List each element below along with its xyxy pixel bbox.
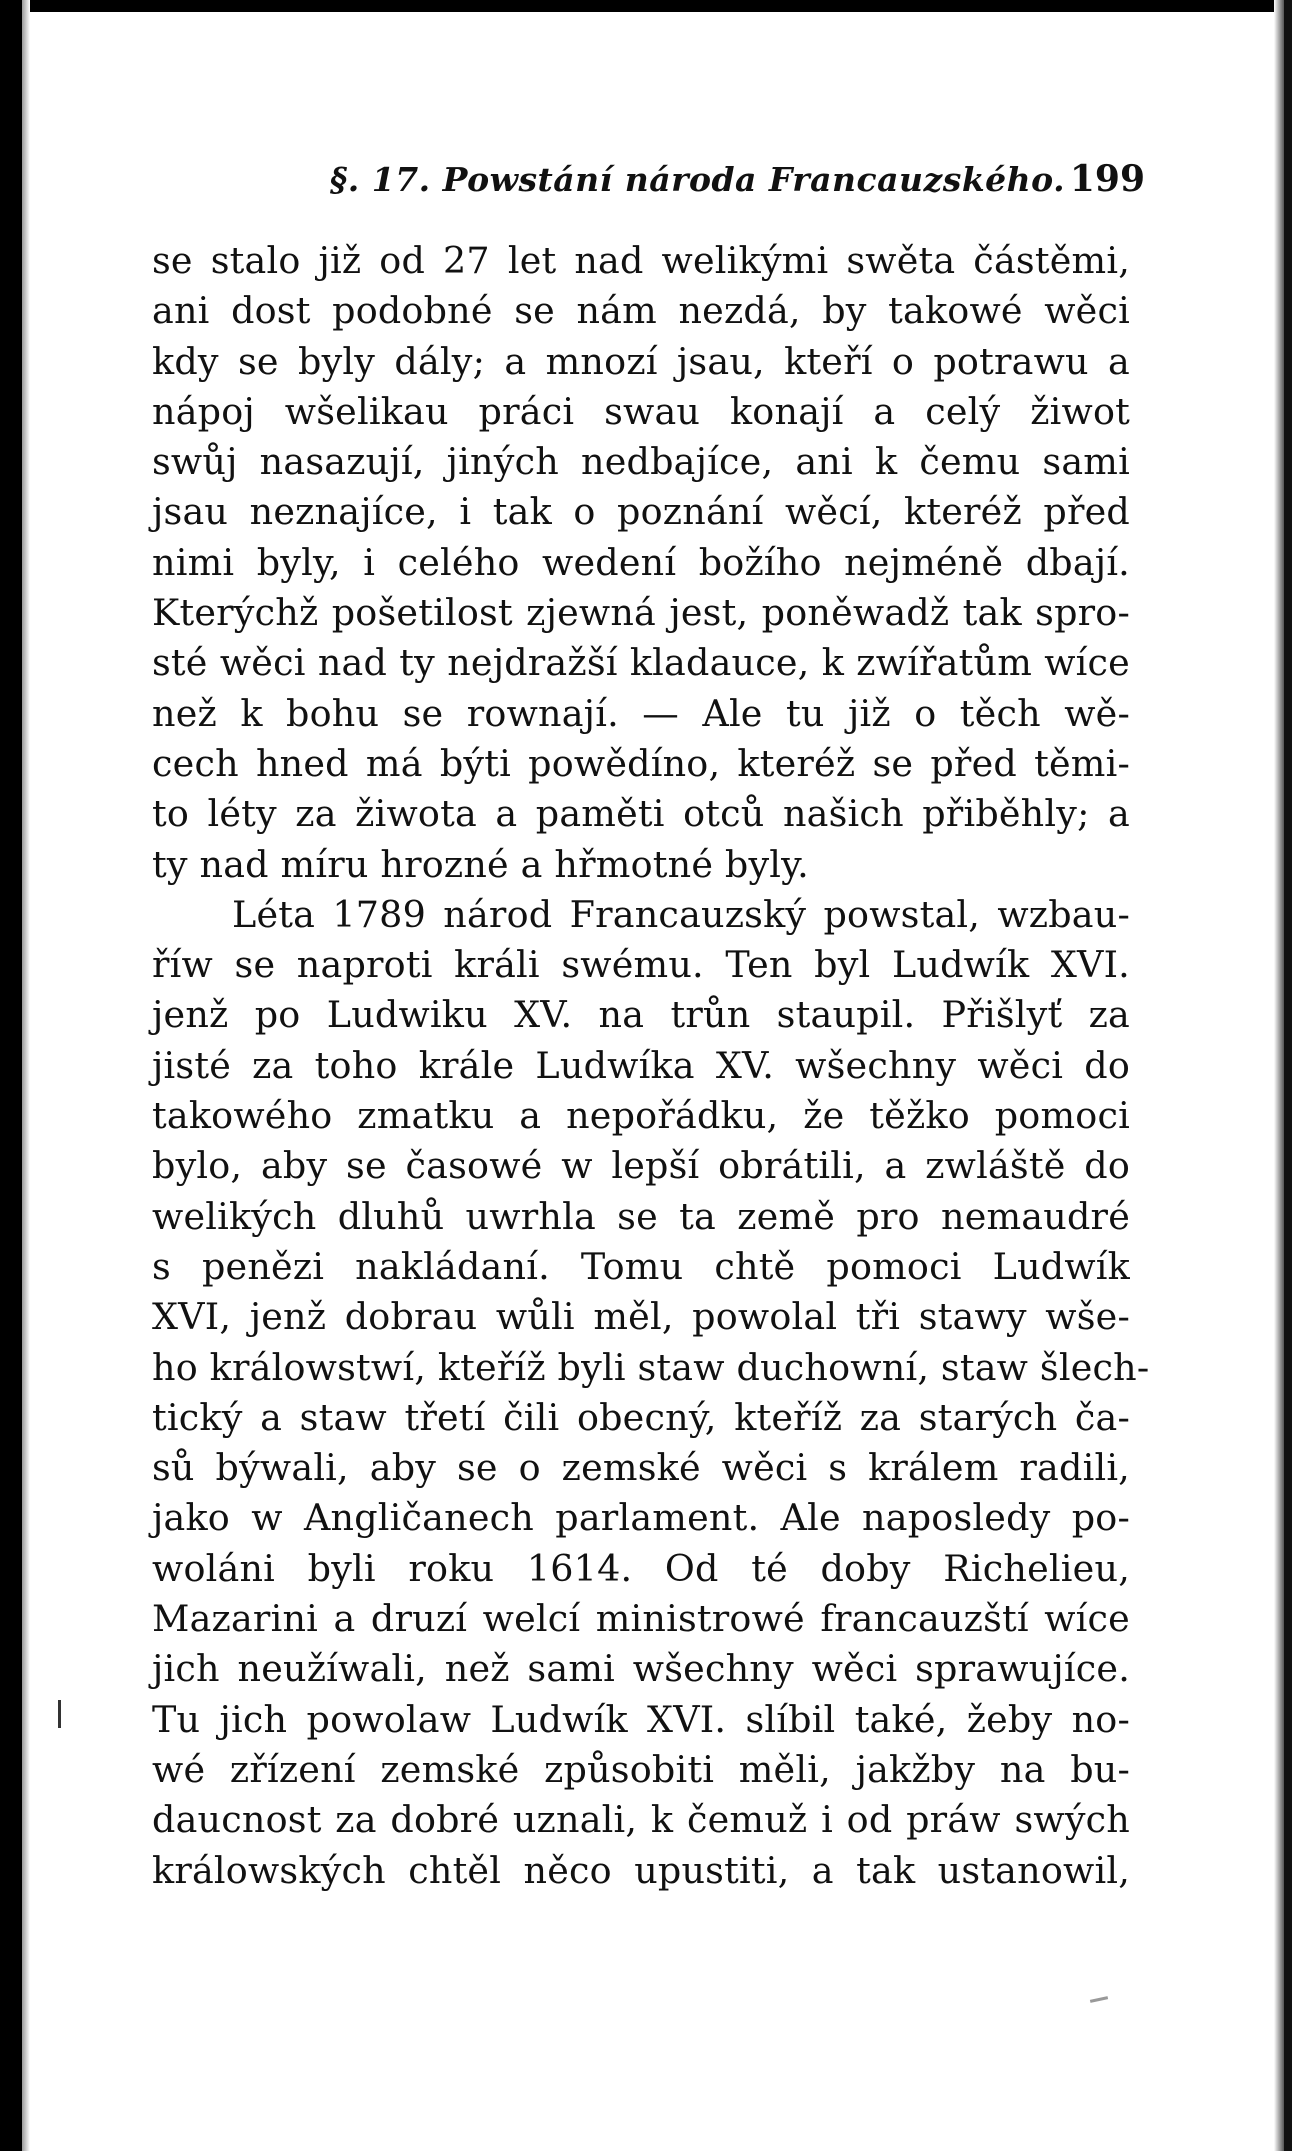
scan-border-right	[1284, 0, 1292, 2151]
text-line: ho králowstwí, kteříž byli staw duchowní, staw šlech-	[152, 1345, 1150, 1389]
text-line: cech hned má býti powědíno, kteréž se před těmi-	[152, 741, 1130, 785]
text-line: říw se naproti králi swému. Ten byl Ludwík XVI.	[152, 943, 1130, 987]
text-line: Mazarini a druzí welcí ministrowé francauzští wíce	[152, 1597, 1130, 1641]
scan-border-top	[0, 0, 1292, 12]
running-title: §. 17. Powstání národa Francauzského.	[330, 160, 1066, 199]
body-text	[152, 236, 1150, 1896]
text-line: to léty za žiwota a paměti otců našich přiběhly; a	[152, 792, 1130, 836]
page-edge-shadow	[1274, 0, 1284, 2151]
text-line: sů býwali, aby se o zemské wěci s králem radili,	[152, 1446, 1130, 1490]
text-line: Tu jich powolaw Ludwík XVI. slíbil také, žeby no-	[152, 1697, 1130, 1741]
text-line: woláni byli roku 1614. Od té doby Richelieu,	[152, 1546, 1130, 1590]
page-gutter-shadow	[22, 0, 30, 2151]
text-line: nimi byly, i celého wedení božího nejméně dbají.	[152, 540, 1130, 584]
text-line: nápoj wšelikau práci swau konají a celý žiwot	[152, 389, 1130, 433]
text-line: ani dost podobné se nám nezdá, by takowé wěci	[152, 289, 1130, 333]
page-number: 199	[1069, 158, 1145, 200]
text-line: Léta 1789 národ Francauzský powstal, wzbau-	[232, 892, 1130, 936]
text-line: tický a staw třetí čili obecný, kteříž za starých ča-	[152, 1395, 1130, 1439]
text-line: sté wěci nad ty nejdražší kladauce, k zwířatům wíce	[152, 641, 1130, 685]
text-line: jisté za toho krále Ludwíka XV. wšechny wěci do	[152, 1043, 1130, 1087]
text-line: ty nad míru hrozné a hřmotné byly.	[152, 842, 809, 886]
text-line: jako w Angličanech parlament. Ale naposledy po-	[152, 1496, 1130, 1540]
text-line: jenž po Ludwiku XV. na trůn staupil. Přišlyť za	[152, 993, 1130, 1037]
text-line: králowských chtěl něco upustiti, a tak ustanowil,	[152, 1848, 1130, 1892]
margin-mark	[58, 1700, 61, 1728]
text-line: jich neužíwali, než sami wšechny wěci sprawujíce.	[152, 1647, 1130, 1691]
text-line: Kterýchž pošetilost zjewná jest, poněwadž tak spro-	[152, 591, 1130, 635]
text-line: než k bohu se rownají. — Ale tu již o těch wě-	[152, 691, 1130, 735]
text-line: XVI, jenž dobrau wůli měl, powolal tři stawy wše-	[152, 1295, 1130, 1339]
text-line: wé zřízení zemské způsobiti měli, jakžby na bu-	[152, 1747, 1130, 1791]
text-line: se stalo již od 27 let nad welikými swěta částěmi,	[152, 239, 1130, 282]
text-line: s penězi nakládaní. Tomu chtě pomoci Ludwík	[152, 1244, 1130, 1288]
text-line: kdy se byly dály; a mnozí jsau, kteří o potrawu a	[152, 339, 1130, 383]
stray-mark	[1090, 1996, 1108, 2003]
running-head	[150, 160, 1145, 208]
scan-border-left	[0, 0, 22, 2151]
text-line: takowého zmatku a nepořádku, že těžko pomoci	[152, 1094, 1130, 1138]
text-line: daucnost za dobré uznali, k čemuž i od práw swých	[152, 1798, 1130, 1842]
text-line: jsau neznajíce, i tak o poznání wěcí, kteréž před	[152, 490, 1130, 534]
text-line: swůj nasazují, jiných nedbajíce, ani k čemu sami	[152, 440, 1130, 484]
text-line: bylo, aby se časowé w lepší obrátili, a zwláště do	[152, 1144, 1130, 1188]
text-line: welikých dluhů uwrhla se ta země pro nemaudré	[152, 1194, 1130, 1238]
